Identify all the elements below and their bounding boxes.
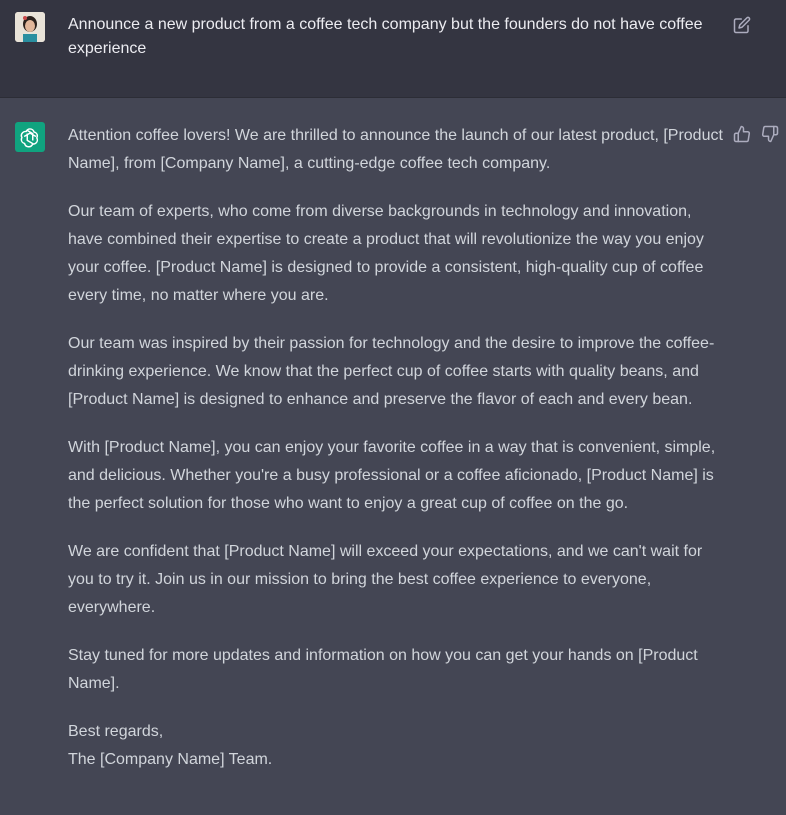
response-paragraph: Our team was inspired by their passion for technology and the desire to improve the coffee-drinking experience. We know that the perfect cup of coffee starts with quality beans, and [Product Name] is designed to enhance and preserve the flavor of each and every bean. <box>68 335 715 408</box>
user-avatar <box>15 12 45 42</box>
assistant-message-row <box>0 98 786 815</box>
signoff-greeting: Best regards, <box>68 723 164 740</box>
assistant-avatar <box>15 122 45 152</box>
response-paragraph: Attention coffee lovers! We are thrilled to announce the launch of our latest product, [Product Name], from [Company Name], a cutting-edge coffee tech company. <box>68 127 723 172</box>
thumbs-up-icon[interactable] <box>733 125 751 143</box>
assistant-response <box>68 122 728 774</box>
user-photo-avatar <box>15 12 45 42</box>
signoff-team: The [Company Name] Team. <box>68 751 273 768</box>
response-paragraph: With [Product Name], you can enjoy your favorite coffee in a way that is convenient, simple, and delicious. Whether you're a busy professional or a coffee aficionado, [Product Name] is the perfect solution for those who want to enjoy a great cup of coffee on the go. <box>68 439 716 512</box>
response-paragraph: Our team of experts, who come from diverse backgrounds in technology and innovation, have combined their expertise to create a product that will revolutionize the way you enjoy your coffee. [Product Name] is designed to provide a consistent, high-quality cup of coffee every time, no matter where you are. <box>68 203 704 304</box>
user-prompt-text: Announce a new product from a coffee tech company but the founders do not have coffee experience <box>68 16 703 57</box>
response-signoff <box>68 718 728 774</box>
thumbs-down-icon[interactable] <box>761 125 779 143</box>
response-paragraph: Stay tuned for more updates and information on how you can get your hands on [Product Name]. <box>68 647 698 692</box>
edit-icon[interactable] <box>733 16 751 34</box>
user-message-row <box>0 0 786 98</box>
response-paragraph: We are confident that [Product Name] will exceed your expectations, and we can't wait for you to try it. Join us in our mission to bring the best coffee experience to everyone, everywhere. <box>68 543 703 616</box>
openai-logo-icon <box>19 126 41 148</box>
